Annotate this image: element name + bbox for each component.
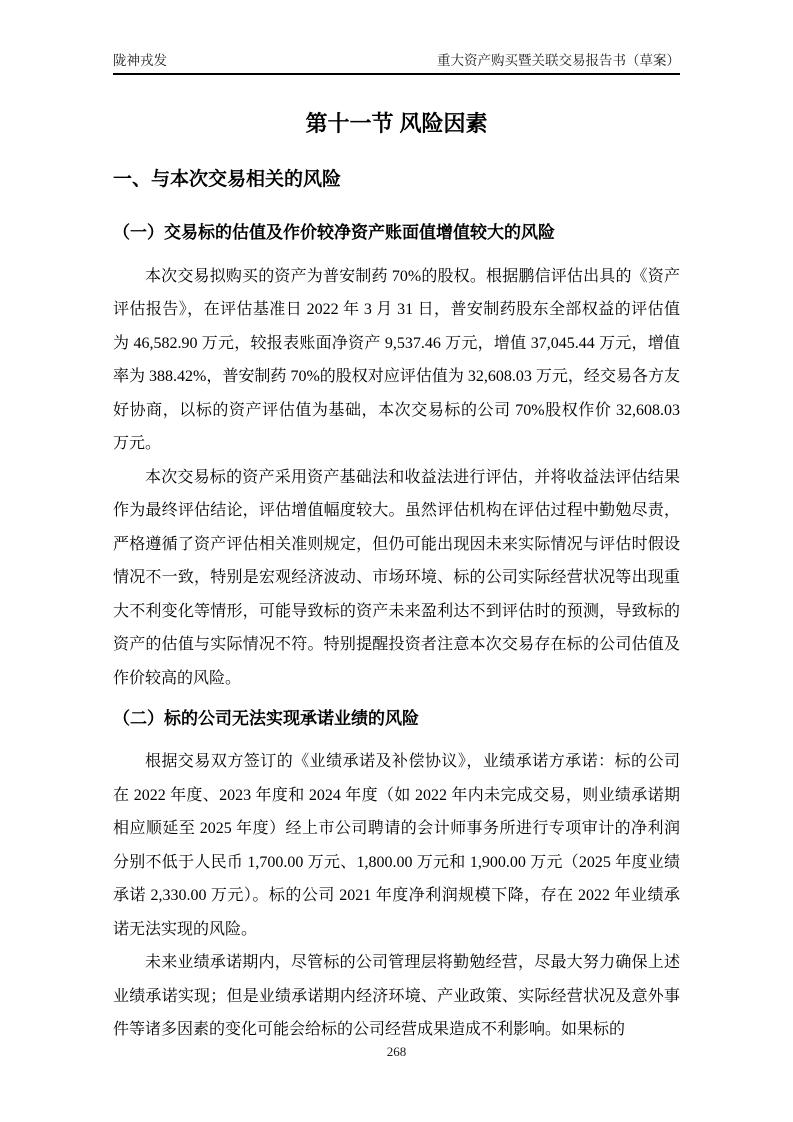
header-rule [113, 73, 680, 75]
section-heading-1: 一、与本次交易相关的风险 [113, 169, 342, 191]
chapter-title: 第十一节 风险因素 [305, 111, 488, 136]
page-footer [0, 1044, 793, 1060]
paragraph-valuation-1: 本次交易拟购买的资产为普安制药 70%的股权。根据鹏信评估出具的《资产评估报告》，在评估基准日 2022 年 3 月 31 日，普安制药股东全部权益的评估值为 46,582.90 万元，较报表账面净资产 9,537.46 万元，增值 37,045.44 万元，增值率为 388.42%，普安制药 70%的股权对应评估值为 32,608.03 万元，经交易各方友好协商，以标的资产评估值为基础，本次交易标的公司 70%股权作价 32,608.03 万元。 [113, 267, 680, 453]
page-header [113, 0, 680, 69]
paragraph-performance-1: 根据交易双方签订的《业绩承诺及补偿协议》，业绩承诺方承诺：标的公司在 2022 年度、2023 年度和 2024 年度（如 2022 年内未完成交易，则业绩承诺期相应顺延至 2025 年度）经上市公司聘请的会计师事务所进行专项审计的净利润分别不低于人民币 1,700.00 万元、1,800.00 万元和 1,900.00 万元（2025 年度业绩承诺 2,330.00 万元）。标的公司 2021 年度净利润规模下降，存在 2022 年业绩承诺无法实现的风险。 [113, 753, 680, 938]
page-number: 268 [386, 1044, 407, 1059]
paragraph-performance-2: 未来业绩承诺期内，尽管标的公司管理层将勤勉经营，尽最大努力确保上述业绩承诺实现；但是业绩承诺期内经济环境、产业政策、实际经营状况及意外事件等诸多因素的变化可能会给标的公司经营成果造成不利影响。如果标的 [113, 954, 680, 1039]
subsection-heading-1: （一）交易标的估值及作价较净资产账面值增值较大的风险 [113, 223, 555, 243]
subsection-heading-2: （二）标的公司无法实现承诺业绩的风险 [113, 709, 419, 729]
header-left-running-title: 陇神戎发 [113, 53, 167, 68]
header-right-report-title: 重大资产购买暨关联交易报告书（草案） [437, 53, 680, 68]
paragraph-valuation-2: 本次交易标的资产采用资产基础法和收益法进行评估，并将收益法评估结果作为最终评估结论，评估增值幅度较大。虽然评估机构在评估过程中勤勉尽责，严格遵循了资产评估相关准则规定，但仍可能出现因未来实际情况与评估时假设情况不一致，特别是宏观经济波动、市场环境、标的公司实际经营状况等出现重大不利变化等情形，可能导致标的资产未来盈利达不到评估时的预测，导致标的资产的估值与实际情况不符。特别提醒投资者注意本次交易存在标的公司估值及作价较高的风险。 [113, 468, 680, 687]
